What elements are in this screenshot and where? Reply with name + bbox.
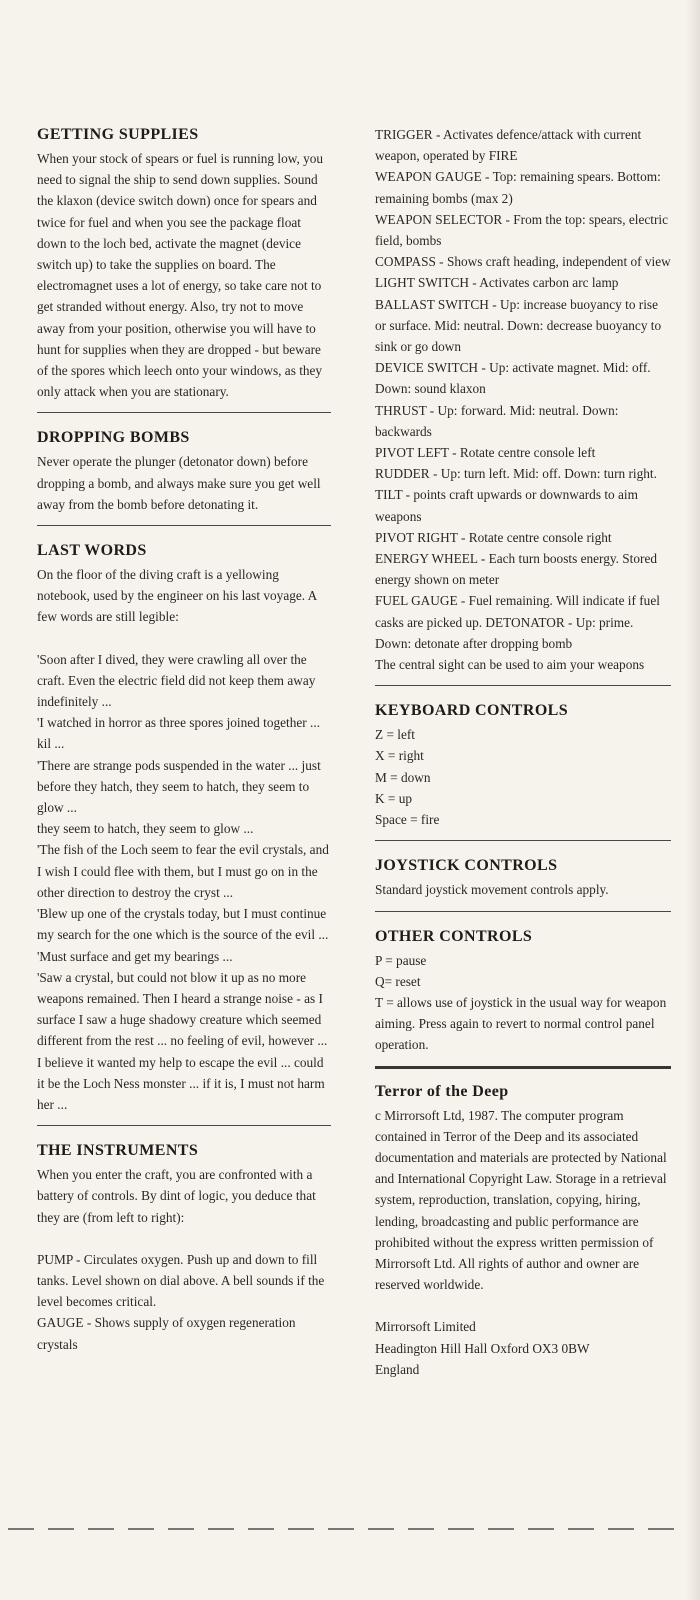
- section-heading: THE INSTRUMENTS: [37, 1142, 199, 1160]
- notebook-entry: 'Soon after I dived, they were crawling all over the craft. Even the electric field did not keep them away indefinitely ...: [37, 651, 316, 710]
- instrument-item: RUDDER - Up: turn left. Mid: off. Down: turn right.: [375, 466, 657, 482]
- publisher-address: England: [375, 1361, 420, 1377]
- section-heading: DROPPING BOMBS: [37, 429, 190, 447]
- divider: [375, 685, 671, 686]
- cut-line: [8, 1528, 692, 1530]
- instrument-item: PIVOT LEFT - Rotate centre console left: [375, 445, 596, 461]
- section-intro: When you enter the craft, you are confronted with a battery of controls. By dint of logic, you deduce that they are (from left to right):: [37, 1167, 316, 1225]
- key-binding: X = right: [375, 748, 424, 764]
- section-heading: JOYSTICK CONTROLS: [375, 857, 558, 875]
- section-body: When your stock of spears or fuel is running low, you need to signal the ship to send down supplies. Sound the klaxon (device switch down) once for spears and twice for fuel and when you see the package float down to the loch bed, activate the magnet (device switch up) to take the supplies on board. The electromagnet uses a lot of energy, so take care not to get stranded without energy. Also, try not to move away from your position, otherwise you will have to hunt for supplies when they are dropped - but beware of the spores which leech onto your windows, as they only attack when you are stationary.: [37, 151, 324, 400]
- section-heading: KEYBOARD CONTROLS: [375, 702, 569, 720]
- instrument-item: COMPASS - Shows craft heading, independent of view: [375, 254, 671, 270]
- instrument-item: TILT - points craft upwards or downwards to aim weapons: [375, 487, 638, 524]
- instrument-item: LIGHT SWITCH - Activates carbon arc lamp: [375, 275, 619, 291]
- divider: [375, 840, 671, 841]
- left-column: [37, 124, 331, 1355]
- notebook-entry: they seem to hatch, they seem to glow ...: [37, 821, 254, 837]
- divider: [37, 525, 331, 526]
- instrument-item: FUEL GAUGE - Fuel remaining. Will indicate if fuel casks are picked up. DETONATOR - Up: prime. Down: detonate after dropping bomb: [375, 593, 660, 651]
- other-controls-section: [375, 926, 671, 1056]
- instrument-item: ENERGY WHEEL - Each turn boosts energy. Stored energy shown on meter: [375, 551, 658, 588]
- key-binding: Space = fire: [375, 812, 440, 828]
- section-heading: LAST WORDS: [37, 542, 147, 560]
- section-intro: On the floor of the diving craft is a yellowing notebook, used by the engineer on his last voyage. A few words are still legible:: [37, 567, 317, 625]
- section-body: Standard joystick movement controls apply.: [375, 882, 609, 898]
- joystick-controls-section: [375, 855, 671, 900]
- pump-description: PUMP - Circulates oxygen. Push up and down to fill tanks. Level shown on dial above. A bell sounds if the level becomes critical.: [37, 1251, 325, 1310]
- right-column: [375, 124, 671, 1380]
- notebook-entry: 'There are strange pods suspended in the water ... just before they hatch, they seem to hatch, they seem to glow ...: [37, 757, 321, 816]
- page-edge: [686, 0, 700, 1600]
- section-heading: OTHER CONTROLS: [375, 927, 533, 945]
- notebook-entry: 'Must surface and get my bearings ...: [37, 948, 233, 964]
- notebook-entry: 'Saw a crystal, but could not blow it up as no more weapons remained. Then I heard a strange noise - as I surface I saw a huge shadowy creature which seemed different from the rest ... no feeling of evil, however ... I believe it wanted my help to escape the evil ... could it be the Loch Ness monster ... if it is, I must not harm her ...: [37, 969, 328, 1112]
- key-binding: Q= reset: [375, 973, 421, 989]
- dropping-bombs-section: [37, 427, 331, 515]
- copyright-section: [375, 1081, 671, 1380]
- game-title: Terror of the Deep: [375, 1082, 509, 1100]
- section-body: Never operate the plunger (detonator down) before dropping a bomb, and always make sure you get well away from the bomb before detonating it.: [37, 454, 321, 512]
- instruments-section: [37, 1140, 331, 1355]
- instrument-item: PIVOT RIGHT - Rotate centre console right: [375, 529, 612, 545]
- notebook-entry: 'The fish of the Loch seem to fear the evil crystals, and I wish I could flee with them, but I must go on in the other direction to destroy the cryst ...: [37, 842, 329, 900]
- instrument-item: WEAPON GAUGE - Top: remaining spears. Bottom: remaining bombs (max 2): [375, 169, 661, 206]
- instrument-item: TRIGGER - Activates defence/attack with current weapon, operated by FIRE: [375, 127, 642, 164]
- notebook-entry: 'I watched in horror as three spores joined together ... kil ...: [37, 715, 321, 752]
- divider: [375, 911, 671, 912]
- key-binding: Z = left: [375, 727, 415, 743]
- key-binding: K = up: [375, 790, 413, 806]
- instrument-item: DEVICE SWITCH - Up: activate magnet. Mid: off. Down: sound klaxon: [375, 360, 651, 397]
- copyright-notice: c Mirrorsoft Ltd, 1987. The computer program contained in Terror of the Deep and its associated documentation and materials are protected by National and International Copyright Law. Storage in a retrieval system, reproduction, translation, copying, hiring, lending, broadcasting and public performance are prohibited without the express written permission of Mirrorsoft Ltd. All rights of author and owner are reserved worldwide.: [375, 1107, 667, 1293]
- publisher-address: Mirrorsoft Limited: [375, 1319, 476, 1335]
- key-binding: M = down: [375, 769, 431, 785]
- key-binding: P = pause: [375, 952, 427, 968]
- last-words-section: [37, 540, 331, 1115]
- keyboard-controls-section: [375, 700, 671, 830]
- divider-thick: [375, 1066, 671, 1069]
- getting-supplies-section: [37, 124, 331, 402]
- gauge-description: GAUGE - Shows supply of oxygen regeneration crystals: [37, 1315, 296, 1352]
- instrument-item: WEAPON SELECTOR - From the top: spears, electric field, bombs: [375, 211, 668, 249]
- section-heading: GETTING SUPPLIES: [37, 126, 199, 143]
- instrument-item: The central sight can be used to aim your weapons: [375, 657, 645, 673]
- notebook-entry: 'Blew up one of the crystals today, but I must continue my search for the one which is the source of the evil ...: [37, 906, 329, 943]
- instrument-item: THRUST - Up: forward. Mid: neutral. Down: backwards: [375, 402, 619, 439]
- divider: [37, 412, 331, 413]
- key-binding: T = allows use of joystick in the usual way for weapon aiming. Press again to revert to normal control panel operation.: [375, 994, 667, 1053]
- publisher-address: Headington Hill Hall Oxford OX3 0BW: [375, 1340, 590, 1356]
- instrument-list: [375, 124, 671, 675]
- divider: [37, 1125, 331, 1126]
- instrument-item: BALLAST SWITCH - Up: increase buoyancy to rise or surface. Mid: neutral. Down: decrease buoyancy to sink or go down: [375, 296, 662, 355]
